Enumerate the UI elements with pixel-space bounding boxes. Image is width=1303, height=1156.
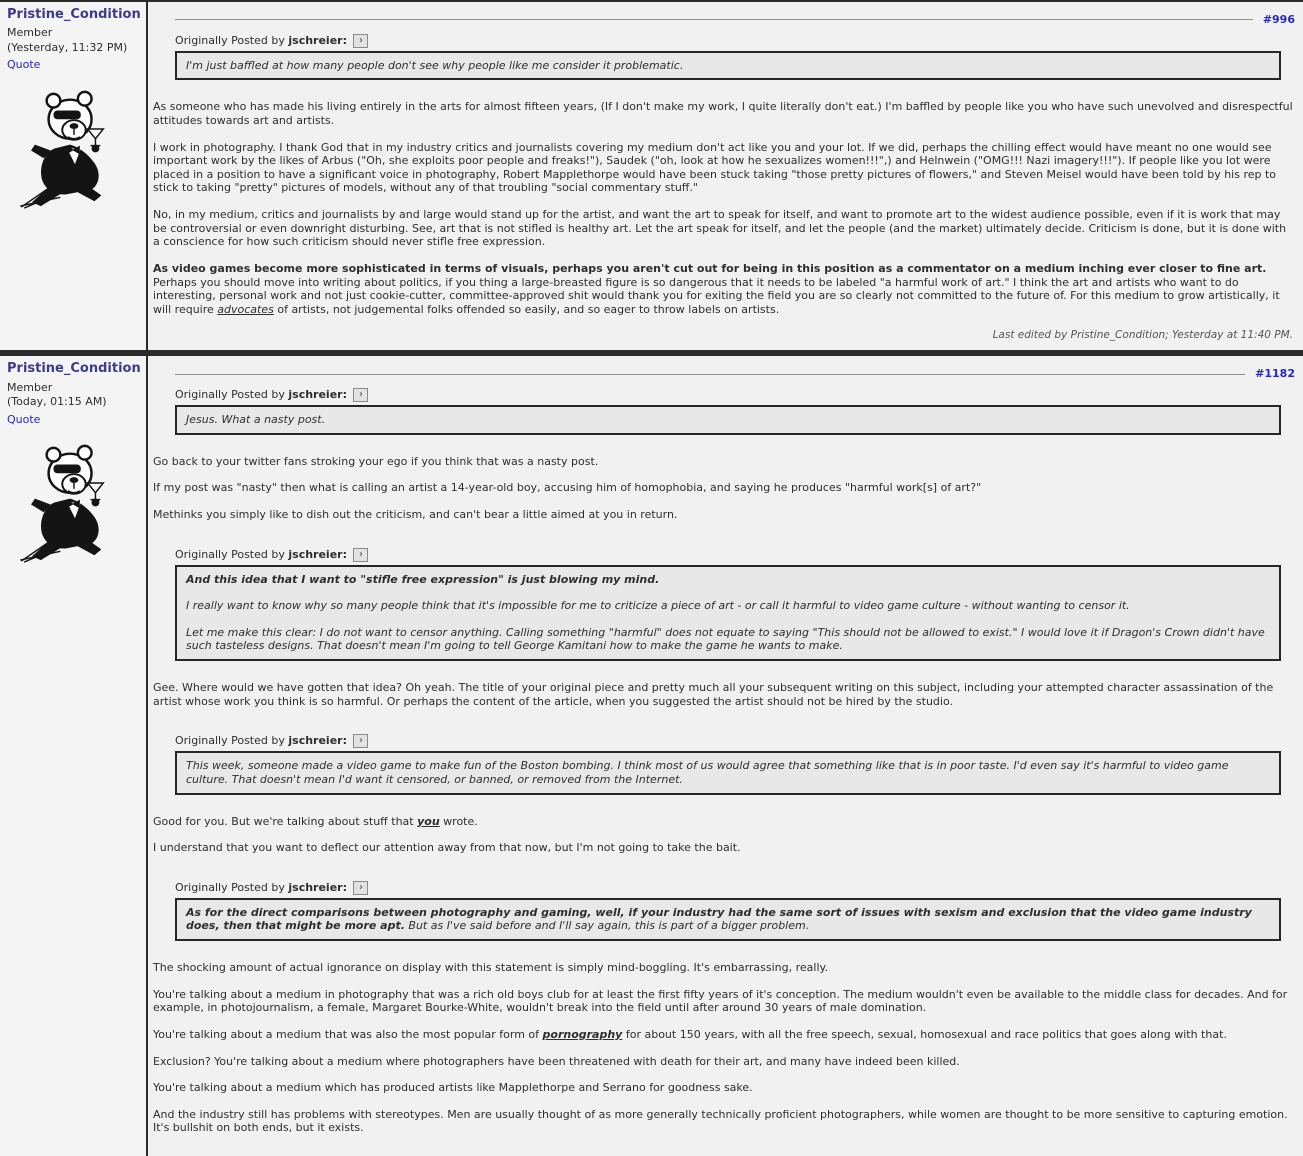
quote-block	[175, 34, 1281, 81]
post-paragraph: I understand that you want to deflect our attention away from that now, but I'm not going to take the bait.	[153, 841, 741, 855]
quoted-author: jschreier:	[288, 880, 347, 894]
post-body	[148, 356, 1303, 1156]
quote-link[interactable]: Quote	[7, 58, 41, 72]
post-paragraph: If my post was "nasty" then what is calling an artist a 14-year-old boy, accusing him of homophobia, and saying he produces "harmful work[s] of art?"	[153, 481, 982, 495]
arrow-right-icon: ›	[358, 881, 363, 893]
post-paragraph: The shocking amount of actual ignorance on display with this statement is simply mind-boggling. It's embarrassing, really.	[153, 961, 828, 975]
post-number-link[interactable]: #996	[1262, 13, 1295, 26]
username-link[interactable]: Pristine_Condition	[7, 7, 141, 22]
post-paragraph: You're talking about a medium which has produced artists like Mapplethorpe and Serrano for goodness sake.	[153, 1081, 753, 1095]
view-post-button[interactable]	[353, 734, 368, 748]
post-header	[175, 13, 1295, 27]
quote-box	[175, 405, 1281, 435]
quoted-text: And this idea that I want to "stifle free expression" is just blowing my mind.	[186, 572, 660, 586]
originally-posted-label: Originally Posted by	[175, 880, 285, 894]
quote-box	[175, 751, 1281, 794]
quoted-author: jschreier:	[288, 388, 347, 402]
post-paragraph: And the industry still has problems with stereotypes. Men are usually thought of as more generally technically proficient photographers, while women are thought to be more sensitive to capturing emotion. It's bullshit on both ends, but it exists.	[153, 1107, 1288, 1135]
username-link[interactable]: Pristine_Condition	[7, 361, 141, 377]
quote-header	[175, 388, 1281, 402]
user-title: Member	[7, 26, 53, 40]
bold-text: As video games become more sophisticated in terms of visuals, perhaps you aren't cut out for being in this position as a commentator on a medium inching ever closer to fine art.	[153, 261, 1267, 275]
post-timestamp: (Yesterday, 11:32 PM)	[7, 40, 128, 54]
forum-post	[0, 0, 1303, 350]
quoted-text: As for the direct comparisons between photography and gaming, well, if your industry had the same sort of issues with sexism and exclusion that the video game industry does, then that might be more apt. But as I've said before and I'll say again, this is part of a bigger problem.	[186, 905, 1252, 933]
post-header	[175, 367, 1295, 381]
post-number-link[interactable]: #1182	[1255, 367, 1295, 381]
originally-posted-label: Originally Posted by	[175, 734, 285, 748]
last-edited-note: Last edited by Pristine_Condition; Yesterday at 11:40 PM.	[992, 329, 1293, 342]
quoted-author: jschreier:	[288, 547, 347, 561]
quoted-text: Let me make this clear: I do not want to censor anything. Calling something "harmful" does not equate to saying "This should not be allowed to exist." I would love it if Dragon's Crown didn't have such tasteless designs. That doesn't mean I'm going to tell George Kamitani how to make the game he wants to make.	[186, 625, 1265, 653]
quote-header	[175, 881, 1281, 895]
quote-header	[175, 734, 1281, 748]
quoted-author: jschreier:	[288, 734, 347, 748]
avatar	[19, 88, 127, 210]
forum-post	[0, 350, 1303, 1156]
user-title: Member	[7, 380, 53, 394]
post-paragraph: Good for you. But we're talking about stuff that you wrote.	[153, 814, 478, 828]
post-paragraph: As video games become more sophisticated in terms of visuals, perhaps you aren't cut out for being in this position as a commentator on a medium inching ever closer to fine art. Perhaps you should move into writing about politics, if you thing a large-breasted figure is so dangerous that it needs to be labeled "a harmful work of art." I think the art and artists who want to do interesting, personal work and not just cookie-cutter, committee-approved shit would thank you for exiting the field you are so clearly not committed to the future of. For this medium to grow artistically, it will require advocates of artists, not judgemental folks offended so easily, and so eager to throw labels on artists.	[153, 261, 1280, 316]
post-paragraph: Methinks you simply like to dish out the criticism, and can't bear a little aimed at you in return.	[153, 507, 678, 521]
quote-box	[175, 51, 1281, 81]
quote-block	[175, 881, 1281, 941]
arrow-right-icon: ›	[358, 389, 363, 401]
quote-block	[175, 388, 1281, 435]
user-info-panel	[0, 2, 148, 350]
quote-header	[175, 548, 1281, 562]
view-post-button[interactable]	[353, 881, 368, 895]
quoted-text: I'm just baffled at how many people don't see why people like me consider it problematic.	[186, 58, 684, 72]
originally-posted-label: Originally Posted by	[175, 547, 285, 561]
quoted-author: jschreier:	[288, 33, 347, 47]
view-post-button[interactable]	[353, 548, 368, 562]
user-info-panel	[0, 356, 148, 1156]
view-post-button[interactable]	[353, 34, 368, 48]
post-paragraph: As someone who has made his living entirely in the arts for almost fifteen years, (If I don't make my work, I quite literally don't eat.) I'm baffled by people like you who have such unevolved and disrespectful attitudes towards art and artists.	[153, 100, 1293, 127]
quote-link[interactable]: Quote	[7, 412, 41, 426]
post-paragraph: No, in my medium, critics and journalists by and large would stand up for the artist, and want the art to speak for itself, and want to promote art to the widest audience possible, even if it is work that may be controversial or even downright disturbing. See, art that is not stifled is healthy art. Let the art speak for itself, and let the people (and the market) ultimately decide. Criticism is done, but it is done with a conscience for how such criticism should never stifle free expression.	[153, 208, 1287, 249]
post-body	[148, 2, 1303, 350]
emphasized-link-text: you	[417, 814, 440, 828]
post-paragraph: Go back to your twitter fans stroking your ego if you think that was a nasty post.	[153, 454, 599, 468]
avatar	[19, 442, 127, 564]
arrow-right-icon: ›	[358, 34, 363, 46]
post-timestamp: (Today, 01:15 AM)	[7, 395, 107, 409]
arrow-right-icon: ›	[358, 548, 363, 560]
quote-box	[175, 565, 1281, 662]
quoted-text: This week, someone made a video game to make fun of the Boston bombing. I think most of us would agree that something like that is in poor taste. I'd even say it's harmful to video game culture. That doesn't mean I'd want it censored, or banned, or removed from the Internet.	[186, 759, 1229, 786]
quote-block	[175, 734, 1281, 794]
view-post-button[interactable]	[353, 388, 368, 402]
post-paragraph: You're talking about a medium that was also the most popular form of pornography for about 150 years, with all the free speech, sexual, homosexual and race politics that goes along with that.	[153, 1027, 1227, 1041]
post-paragraph: You're talking about a medium in photography that was a rich old boys club for at least the first fifty years of it's conception. The medium wouldn't even be available to the middle class for decades. And for example, in photojournalism, a female, Margaret Bourke-White, wouldn't break into the field until after around 30 years of male domination.	[153, 987, 1288, 1015]
emphasized-link-text: pornography	[542, 1027, 623, 1041]
arrow-right-icon: ›	[358, 735, 363, 747]
originally-posted-label: Originally Posted by	[175, 33, 285, 47]
header-rule	[175, 19, 1253, 20]
quoted-text: Jesus. What a nasty post.	[186, 413, 326, 427]
post-paragraph: I work in photography. I thank God that in my industry critics and journalists covering my medium don't act like you and your lot. If we did, perhaps the chilling effect would have meant no one would see important work by the likes of Arbus ("Oh, she exploits poor people and freaks!"), Saudek ("oh, look at how he sexualizes women!!!",) and Helnwein ("OMG!!! Nazi imagery!!!"). If people like you lot were placed in a position to have a significant voice in photography, Robert Mapplethorpe would have been stuck taking "those pretty pictures of flowers," and Steven Meisel would have been told by his rep to stick to taking "pretty" pictures of models, without any of that troubling "social commentary stuff."	[153, 140, 1277, 195]
originally-posted-label: Originally Posted by	[175, 388, 285, 402]
quote-header	[175, 34, 1281, 48]
post-paragraph: Gee. Where would we have gotten that idea? Oh yeah. The title of your original piece and pretty much all your subsequent writing on this subject, including your attempted character assassination of the artist whose work you think is so harmful. Or perhaps the content of the article, when you suggested the artist should not be hired by the studio.	[153, 681, 1274, 708]
quote-block	[175, 548, 1281, 662]
quoted-text: I really want to know why so many people think that it's impossible for me to criticize a piece of art - or call it harmful to video game culture - without wanting to censor it.	[186, 599, 1130, 613]
quote-box	[175, 898, 1281, 941]
header-rule	[175, 374, 1245, 375]
post-paragraph: Exclusion? You're talking about a medium where photographers have been threatened with death for their art, and many have indeed been killed.	[153, 1054, 960, 1068]
emphasized-link-text: advocates	[217, 302, 274, 316]
